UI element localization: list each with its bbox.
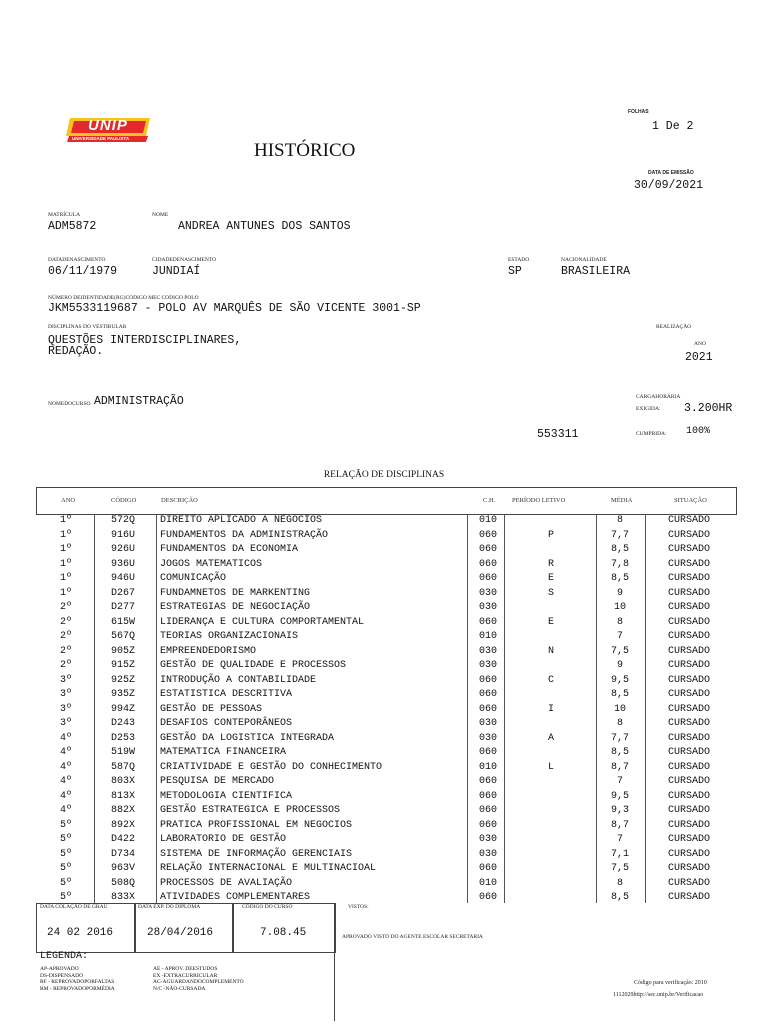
expedicao-value: 28/04/2016 bbox=[147, 927, 214, 939]
cell-ano: 3º bbox=[60, 718, 73, 729]
cell-ano: 2º bbox=[60, 602, 73, 613]
col-ch: C.H. bbox=[483, 497, 496, 504]
cell-situacao: CURSADO bbox=[668, 674, 711, 686]
cell-media: 8,5 bbox=[610, 573, 629, 584]
cell-codigo: 813X bbox=[111, 790, 136, 802]
vestibular-line1: QUESTÕES INTERDISCIPLINARES, bbox=[48, 334, 242, 347]
cell-situacao: CURSADO bbox=[668, 703, 711, 715]
cell-ch: 030 bbox=[479, 834, 498, 845]
cell-situacao: CURSADO bbox=[668, 848, 711, 860]
cell-codigo: 567Q bbox=[111, 631, 136, 642]
cell-situacao: CURSADO bbox=[668, 747, 711, 758]
cell-situacao: CURSADO bbox=[668, 645, 711, 657]
cell-media: 7,1 bbox=[610, 848, 629, 860]
cell-ch: 060 bbox=[479, 703, 498, 715]
cell-media: 7 bbox=[616, 631, 623, 642]
cell-ch: 010 bbox=[479, 515, 498, 526]
cell-periodo: N bbox=[548, 645, 555, 657]
cell-ano: 5º bbox=[60, 863, 73, 874]
cell-media: 9,5 bbox=[610, 674, 629, 686]
footer bbox=[36, 903, 735, 1021]
cell-ano: 5º bbox=[60, 819, 73, 831]
estado-label: ESTADO bbox=[508, 257, 530, 263]
cell-descricao: JOGOS MATEMATICOS bbox=[160, 558, 263, 570]
cell-situacao: CURSADO bbox=[668, 761, 711, 773]
cell-ano: 5º bbox=[60, 877, 73, 889]
data-emissao-label: DATA DE EMISSÃO bbox=[648, 170, 694, 176]
cell-ch: 060 bbox=[479, 747, 498, 758]
verificacao-line1: Código para verificação: 2010 bbox=[634, 980, 707, 986]
cell-ano: 1º bbox=[60, 573, 73, 584]
cell-ch: 030 bbox=[479, 602, 498, 613]
table-row bbox=[36, 630, 735, 645]
cell-codigo: 926U bbox=[111, 544, 136, 555]
col-media: MÉDIA bbox=[611, 497, 633, 504]
col-situacao: SITUAÇÃO bbox=[674, 497, 707, 504]
vistos-label: VISTOS: bbox=[348, 904, 369, 910]
cell-situacao: CURSADO bbox=[668, 732, 711, 744]
table-row bbox=[36, 732, 735, 747]
cell-ano: 4º bbox=[60, 805, 73, 816]
cumprida-value: 100% bbox=[686, 426, 711, 437]
cell-ch: 030 bbox=[479, 645, 498, 657]
cell-ano: 4º bbox=[60, 776, 73, 787]
table-row bbox=[36, 819, 735, 834]
cell-descricao: INTRODUÇÃO A CONTABILIDADE bbox=[160, 674, 317, 686]
cell-media: 8,5 bbox=[610, 689, 629, 700]
cell-ch: 060 bbox=[479, 892, 498, 903]
cell-codigo: 935Z bbox=[111, 689, 136, 700]
cell-media: 7,8 bbox=[610, 558, 629, 570]
verificacao-line2: 1112029http://sec.unip.br/Verificacao bbox=[613, 992, 704, 998]
cell-descricao: EMPREENDEDORISMO bbox=[160, 645, 257, 657]
cell-ano: 2º bbox=[60, 660, 73, 671]
cell-media: 8 bbox=[616, 515, 623, 526]
cidade-value: JUNDIAÍ bbox=[152, 265, 201, 278]
cell-ano: 1º bbox=[60, 558, 73, 570]
nascimento-value: 06/11/1979 bbox=[48, 265, 118, 278]
table-row bbox=[36, 703, 735, 718]
cell-ano: 1º bbox=[60, 544, 73, 555]
legenda-title: LEGENDA: bbox=[40, 951, 89, 962]
codigo-extra: 553311 bbox=[537, 428, 579, 441]
cell-ano: 1º bbox=[60, 529, 73, 541]
cell-periodo: C bbox=[548, 674, 555, 686]
cell-situacao: CURSADO bbox=[668, 616, 711, 628]
cell-ch: 060 bbox=[479, 689, 498, 700]
cell-ano: 3º bbox=[60, 689, 73, 700]
cidade-label: CIDADEDENASCIMENTO bbox=[152, 257, 217, 263]
cell-descricao: FUNDAMENTOS DA ECONOMIA bbox=[160, 544, 299, 555]
cell-situacao: CURSADO bbox=[668, 718, 711, 729]
nome-label: NOME bbox=[152, 212, 169, 218]
cell-media: 7,7 bbox=[610, 732, 629, 744]
estado-value: SP bbox=[508, 265, 522, 278]
cell-situacao: CURSADO bbox=[668, 689, 711, 700]
cell-situacao: CURSADO bbox=[668, 515, 711, 526]
expedicao-label: DATA EXP. DO DIPLOMA bbox=[138, 904, 201, 910]
nacionalidade-value: BRASILEIRA bbox=[561, 265, 631, 278]
table-row bbox=[36, 572, 735, 587]
cell-codigo: D243 bbox=[111, 718, 136, 729]
cell-ano: 3º bbox=[60, 703, 73, 715]
table-body bbox=[36, 514, 735, 903]
cell-ano: 3º bbox=[60, 674, 73, 686]
cell-descricao: FUNDAMNETOS DE MARKENTING bbox=[160, 587, 311, 599]
cell-descricao: GESTÃO DA LOGISTICA INTEGRADA bbox=[160, 732, 335, 744]
cell-ch: 030 bbox=[479, 660, 498, 671]
cell-descricao: ESTATISTICA DESCRITIVA bbox=[160, 689, 293, 700]
col-descricao: DESCRIÇÃO bbox=[161, 497, 198, 504]
cell-ch: 060 bbox=[479, 790, 498, 802]
cell-media: 9,5 bbox=[610, 790, 629, 802]
cell-situacao: CURSADO bbox=[668, 790, 711, 802]
cell-codigo: 915Z bbox=[111, 660, 136, 671]
cell-descricao: LABORATORIO DE GESTÃO bbox=[160, 834, 287, 845]
nascimento-label: DATADENASCIMENTO bbox=[48, 257, 106, 263]
cell-ano: 2º bbox=[60, 616, 73, 628]
cell-periodo: I bbox=[548, 703, 555, 715]
cell-codigo: 963V bbox=[111, 863, 136, 874]
cumprida-label: CUMPRIDA: bbox=[636, 431, 667, 437]
table-row bbox=[36, 558, 735, 573]
table-row bbox=[36, 891, 735, 903]
identidade-value: JKM5533119687 - POLO AV MARQUÊS DE SÃO VICENTE 3001-SP bbox=[48, 302, 421, 315]
cell-ch: 060 bbox=[479, 819, 498, 831]
cell-situacao: CURSADO bbox=[668, 558, 711, 570]
table-row bbox=[36, 804, 735, 819]
table-row bbox=[36, 862, 735, 877]
cell-media: 9 bbox=[616, 660, 623, 671]
cell-descricao: DIREITO APLICADO A NEGOCIOS bbox=[160, 515, 323, 526]
cell-codigo: 572Q bbox=[111, 515, 136, 526]
cell-ano: 4º bbox=[60, 747, 73, 758]
cell-ch: 060 bbox=[479, 573, 498, 584]
colacao-value: 24 02 2016 bbox=[47, 927, 114, 939]
cell-ch: 060 bbox=[479, 529, 498, 541]
vestibular-label: DISCIPLINAS DO VESTIBULAR bbox=[48, 324, 127, 330]
cell-media: 10 bbox=[613, 703, 626, 715]
cell-codigo: D277 bbox=[111, 602, 136, 613]
cell-media: 8,5 bbox=[610, 892, 629, 903]
cell-media: 8,7 bbox=[610, 819, 629, 831]
table-row bbox=[36, 848, 735, 863]
carga-label: CARGAHORÁRIA bbox=[636, 394, 681, 400]
exigida-value: 3.200HR bbox=[684, 402, 733, 415]
cell-descricao: DESAFIOS CONTEPORÂNEOS bbox=[160, 718, 293, 729]
cell-media: 7,7 bbox=[610, 529, 629, 541]
cell-situacao: CURSADO bbox=[668, 776, 711, 787]
cell-descricao: ATIVIDADES COMPLEMENTARES bbox=[160, 892, 311, 903]
matricula-value: ADM5872 bbox=[48, 220, 97, 233]
table-row bbox=[36, 877, 735, 892]
cell-codigo: D253 bbox=[111, 732, 136, 744]
cell-codigo: D422 bbox=[111, 834, 136, 845]
table-row bbox=[36, 659, 735, 674]
cell-ch: 030 bbox=[479, 848, 498, 860]
logo-text: UNIP bbox=[88, 117, 128, 134]
folhas-label: FOLHAS bbox=[628, 109, 649, 115]
page-title: HISTÓRICO bbox=[254, 140, 356, 161]
cell-ch: 060 bbox=[479, 805, 498, 816]
cell-periodo: P bbox=[548, 529, 555, 541]
matricula-label: MATRÍCULA bbox=[48, 212, 81, 218]
table-row bbox=[36, 833, 735, 848]
cell-codigo: 936U bbox=[111, 558, 136, 570]
table-row bbox=[36, 790, 735, 805]
cell-situacao: CURSADO bbox=[668, 819, 711, 831]
cell-descricao: SISTEMA DE INFORMAÇÃO GERENCIAIS bbox=[160, 848, 353, 860]
cell-media: 8 bbox=[616, 718, 623, 729]
cell-codigo: 508Q bbox=[111, 877, 136, 889]
cell-descricao: ESTRATEGIAS DE NEGOCIAÇÃO bbox=[160, 602, 311, 613]
table-row bbox=[36, 775, 735, 790]
cell-ch: 030 bbox=[479, 718, 498, 729]
curso-value: ADMINISTRAÇÃO bbox=[94, 395, 184, 408]
cell-ch: 030 bbox=[479, 587, 498, 599]
cell-ano: 5º bbox=[60, 892, 73, 903]
table-row bbox=[36, 761, 735, 776]
cell-situacao: CURSADO bbox=[668, 631, 711, 642]
cell-periodo: E bbox=[548, 573, 555, 584]
cell-descricao: LIDERANÇA E CULTURA COMPORTAMENTAL bbox=[160, 616, 365, 628]
cell-media: 8,5 bbox=[610, 544, 629, 555]
cell-situacao: CURSADO bbox=[668, 529, 711, 541]
nacionalidade-label: NACIONALIDADE bbox=[561, 257, 607, 263]
cell-situacao: CURSADO bbox=[668, 660, 711, 671]
cell-situacao: CURSADO bbox=[668, 863, 711, 874]
cell-ch: 060 bbox=[479, 863, 498, 874]
table-row bbox=[36, 746, 735, 761]
aprovado-visto: APROVADO VISTO DO AGENTE ESCOLAR SECRETARIA bbox=[342, 934, 483, 940]
cell-descricao: MATEMATICA FINANCEIRA bbox=[160, 747, 287, 758]
cell-descricao: PROCESSOS DE AVALIAÇÃO bbox=[160, 877, 293, 889]
cell-descricao: RELAÇÃO INTERNACIONAL E MULTINACIOAL bbox=[160, 863, 377, 874]
table-row bbox=[36, 529, 735, 544]
cell-media: 7 bbox=[616, 776, 623, 787]
cell-media: 10 bbox=[613, 602, 626, 613]
cell-codigo: 946U bbox=[111, 573, 136, 584]
col-codigo: CÓDIGO bbox=[111, 497, 137, 504]
cell-descricao: PESQUISA DE MERCADO bbox=[160, 776, 275, 787]
cell-media: 8 bbox=[616, 616, 623, 628]
cell-ano: 2º bbox=[60, 645, 73, 657]
realizacao-label: REALIZAÇÃO bbox=[656, 324, 692, 330]
cell-ch: 060 bbox=[479, 558, 498, 570]
cell-situacao: CURSADO bbox=[668, 544, 711, 555]
cell-media: 7,5 bbox=[610, 645, 629, 657]
folhas-value: 1 De 2 bbox=[652, 120, 694, 133]
cell-descricao: GESTÃO DE QUALIDADE E PROCESSOS bbox=[160, 660, 347, 671]
cell-descricao: GESTÃO DE PESSOAS bbox=[160, 703, 263, 715]
cell-codigo: 833X bbox=[111, 892, 136, 903]
cell-codigo: 882X bbox=[111, 805, 136, 816]
cell-ano: 5º bbox=[60, 834, 73, 845]
ano-label: ANO bbox=[694, 341, 706, 347]
cell-codigo: 803X bbox=[111, 776, 136, 787]
cell-codigo: 892X bbox=[111, 819, 136, 831]
cell-codigo: 994Z bbox=[111, 703, 136, 715]
cell-media: 8,5 bbox=[610, 747, 629, 758]
ano-value: 2021 bbox=[685, 351, 713, 364]
curso-label: NOMEDOCURSO bbox=[48, 401, 91, 407]
codigo-curso-label: CÓDIGO DO CURSO bbox=[242, 904, 293, 910]
cell-media: 9 bbox=[616, 587, 623, 599]
colacao-label: DATA COLAÇÃO DE GRAU bbox=[40, 904, 108, 910]
cell-media: 7,5 bbox=[610, 863, 629, 874]
vestibular-line2: REDAÇÃO. bbox=[48, 345, 104, 358]
cell-codigo: 905Z bbox=[111, 645, 136, 657]
cell-situacao: CURSADO bbox=[668, 587, 711, 599]
cell-codigo: 925Z bbox=[111, 674, 136, 686]
table-row bbox=[36, 688, 735, 703]
exigida-label: EXIGIDA: bbox=[636, 406, 661, 412]
cell-codigo: D734 bbox=[111, 848, 136, 860]
cell-situacao: CURSADO bbox=[668, 877, 711, 889]
cell-ch: 010 bbox=[479, 761, 498, 773]
cell-situacao: CURSADO bbox=[668, 805, 711, 816]
cell-ano: 4º bbox=[60, 790, 73, 802]
table-row bbox=[36, 645, 735, 660]
cell-periodo: L bbox=[548, 761, 555, 773]
cell-codigo: D267 bbox=[111, 587, 136, 599]
codigo-curso-value: 7.08.45 bbox=[260, 927, 307, 939]
cell-situacao: CURSADO bbox=[668, 892, 711, 903]
cell-ch: 010 bbox=[479, 631, 498, 642]
cell-ano: 5º bbox=[60, 848, 73, 860]
cell-descricao: CRIATIVIDADE E GESTÃO DO CONHECIMENTO bbox=[160, 761, 383, 773]
cell-periodo: E bbox=[548, 616, 555, 628]
cell-ano: 1º bbox=[60, 515, 73, 526]
cell-descricao: COMUNICAÇÃO bbox=[160, 573, 227, 584]
col-ano: ANO bbox=[61, 497, 76, 504]
data-emissao-value: 30/09/2021 bbox=[634, 179, 704, 192]
table-row bbox=[36, 543, 735, 558]
table-row bbox=[36, 601, 735, 616]
nome-value: ANDREA ANTUNES DOS SANTOS bbox=[178, 220, 351, 233]
cell-situacao: CURSADO bbox=[668, 602, 711, 613]
legenda-right: AE - APROV. DEESTUDOS EX -EXTRACURRICULAR AC-AGUARDANDOCOMPLEMENTO N/C -NÃO-CURSADA bbox=[153, 966, 244, 992]
cell-situacao: CURSADO bbox=[668, 573, 711, 584]
cell-descricao: GESTÃO ESTRATEGICA E PROCESSOS bbox=[160, 805, 341, 816]
cell-media: 8 bbox=[616, 877, 623, 889]
cell-codigo: 916U bbox=[111, 529, 136, 541]
cell-descricao: METODOLOGIA CIENTIFICA bbox=[160, 790, 293, 802]
table-row bbox=[36, 587, 735, 602]
logo-subtext: UNIVERSIDADE PAULISTA bbox=[72, 136, 130, 141]
cell-descricao: PRATICA PROFISSIONAL EM NEGOCIOS bbox=[160, 819, 353, 831]
identidade-label: NÚMERO DEIDENTIDADE(RG)CODIGO MEC CODIGO POLO bbox=[48, 295, 199, 301]
cell-ano: 4º bbox=[60, 732, 73, 744]
cell-ch: 030 bbox=[479, 732, 498, 744]
cell-ch: 060 bbox=[479, 674, 498, 686]
col-periodo: PERÍODO LETIVO bbox=[512, 497, 566, 504]
cell-media: 8,7 bbox=[610, 761, 629, 773]
cell-codigo: 615W bbox=[111, 616, 136, 628]
table-row bbox=[36, 674, 735, 689]
cell-codigo: 519W bbox=[111, 747, 136, 758]
cell-ch: 060 bbox=[479, 544, 498, 555]
cell-ano: 1º bbox=[60, 587, 73, 599]
cell-descricao: FUNDAMENTOS DA ADMINISTRAÇÃO bbox=[160, 529, 329, 541]
cell-ano: 4º bbox=[60, 761, 73, 773]
cell-ch: 060 bbox=[479, 776, 498, 787]
cell-periodo: S bbox=[548, 587, 555, 599]
cell-ch: 010 bbox=[479, 877, 498, 889]
cell-descricao: TEORIAS ORGANIZACIONAIS bbox=[160, 631, 299, 642]
cell-periodo: A bbox=[548, 732, 555, 744]
cell-codigo: 587Q bbox=[111, 761, 136, 773]
table-row bbox=[36, 717, 735, 732]
table-header bbox=[36, 487, 737, 515]
cell-ch: 060 bbox=[479, 616, 498, 628]
table-row bbox=[36, 616, 735, 631]
legenda-left: AP-APROVADO DS-DISPENSADO RF - REPROVADOPORFALTAS RM - REPROVADOPORMÉDIA bbox=[40, 966, 115, 992]
cell-periodo: R bbox=[548, 558, 555, 570]
cell-ano: 2º bbox=[60, 631, 73, 642]
cell-situacao: CURSADO bbox=[668, 834, 711, 845]
table-title: RELAÇÃO DE DISCIPLINAS bbox=[323, 470, 445, 480]
table-row bbox=[36, 514, 735, 529]
cell-media: 9,3 bbox=[610, 805, 629, 816]
unip-logo bbox=[66, 116, 150, 144]
cell-media: 7 bbox=[616, 834, 623, 845]
